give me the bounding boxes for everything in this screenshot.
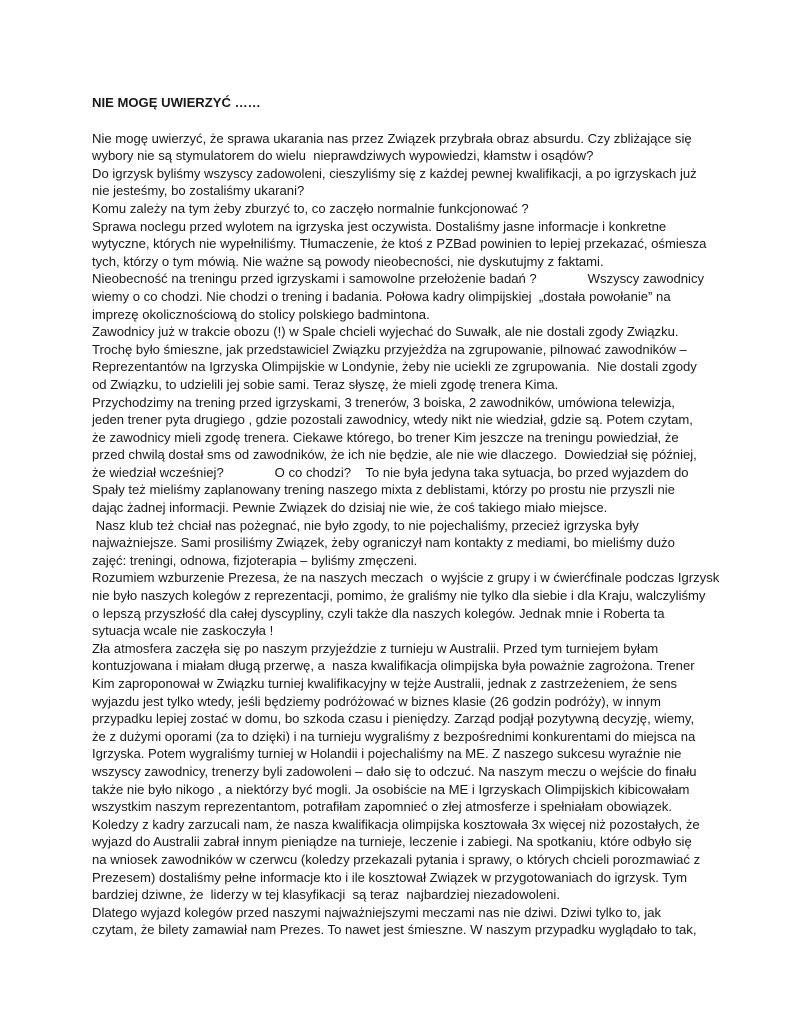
text-line: kontuzjowana i miałam długą przerwę, a nasza kwalifikacja olimpijska była poważnie zagrożona. Trener [92,658,695,674]
text-line: że wiedział wcześniej? O co chodzi? To nie była jedyna taka sytuacja, bo przed wyjazdem do [92,464,689,480]
text-line: zajęć: treningi, odnowa, fizjoterapia – byliśmy zmęczeni. [92,552,418,568]
text-line: Spały też mieliśmy zaplanowany trening naszego mixta z deblistami, którzy po prostu nie przyszli nie [92,482,675,498]
text-line: Trochę było śmieszne, jak przedstawiciel Związku przyjeżdża na zgrupowanie, pilnować zawodników – [92,341,687,357]
text-line: przed chwilą dostał sms od zawodników, że ich nie będzie, ale nie wie dlaczego. Dowiedział się później, [92,447,697,463]
text-line: wytyczne, których nie wypełniliśmy. Tłumaczenie, że ktoś z PZBad powinien to lepiej przekazać, ośmiesza [92,236,707,252]
text-line: Kim zaproponował w Związku turniej kwalifikacyjny w tejże Australii, jednak z zastrzeżeniem, że sens [92,676,678,691]
text-line: sytuacja wcale nie zaskoczyła ! [92,623,274,639]
text-line: Komu zależy na tym żeby zburzyć to, co zaczęło normalnie funkcjonować ? [92,200,529,216]
text-line: Nieobecność na treningu przed igrzyskami i samowolne przełożenie badań ? Wszyscy zawodnicy [92,271,705,287]
document-body [92,94,720,939]
text-line: wyjazdu jest tylko wtedy, jeśli będziemy podróżować w biznes klasie (26 godzin podróży), w innym [92,693,661,709]
text-line: Do igrzysk byliśmy wszyscy zadowoleni, cieszyliśmy się z każdej pewnej kwalifikacji, a po igrzyskach już [92,165,697,181]
text-line: Przychodzimy na trening przed igrzyskami, 3 trenerów, 3 boiska, 2 zawodników, umówiona telewizja, [92,394,675,410]
text-line: że z dużymi oporami (za to dzięki) i na turnieju wygraliśmy z bezpośrednimi konkurentami do miejsca na [92,728,696,744]
text-line: wszyscy zawodnicy, trenerzy byli zadowoleni – dało się to odczuć. Na naszym meczu o wejście do finału [92,763,697,779]
text-line: przypadku lepiej zostać w domu, bo szkoda czasu i pieniędzy. Zarząd podjął pozytywną decyzję, wiemy, [92,711,695,727]
text-line: także nie było nikogo , a niektórzy być mogli. Ja osobiście na ME i Igrzyskach Olimpijskich kibicowałam [92,781,690,797]
text-line: czytam, że bilety zamawiał nam Prezes. To nawet jest śmieszne. W naszym przypadku wyglądało to tak, [92,922,697,938]
text-line: Igrzyska. Potem wygraliśmy turniej w Holandii i pojechaliśmy na ME. Z naszego sukcesu wyraźnie nie [92,746,682,762]
text-line: bardziej dziwne, że liderzy w tej klasyfikacji są teraz najbardziej niezadowoleni. [92,887,560,903]
text-line: nie było naszych kolegów z reprezentacji, pomimo, że graliśmy nie tylko dla siebie i dla Kraju, walczyliśmy [92,588,706,604]
text-line: Dlatego wyjazd kolegów przed naszymi najważniejszymi meczami nas nie dziwi. Dziwi tylko to, jak [92,904,662,920]
text-line: jeden trener pyta drugiego , gdzie pozostali zawodnicy, wtedy nikt nie wiedział, gdzie są. Potem czytam, [92,412,693,428]
text-line: wyjazd do Australii zabrał innym pieniądze na turnieje, leczenie i zabiegi. Na spotkaniu, które odbyło się [92,834,692,850]
text-line: Prezesem) dostaliśmy pełne informacje kto i ile kosztował Związek w przygotowaniach do igrzysk. Tym [92,869,688,885]
text-line: Rozumiem wzburzenie Prezesa, że na naszych meczach o wyjście z grupy i w ćwierćfinale podczas Igrzysk [92,570,720,586]
text-line: wszystkim naszym reprezentantom, potrafiłam zapomnieć o złej atmosferze i spełniałam obowiązek. [92,799,672,815]
text-line: dając żadnej informacji. Pewnie Związek do dzisiaj nie wie, że coś takiego miało miejsce. [92,500,608,516]
text-line: Sprawa noclegu przed wylotem na igrzyska jest oczywista. Dostaliśmy jasne informacje i konkretne [92,218,667,234]
document-text [92,130,720,939]
text-line: Koledzy z kadry zarzucali nam, że nasza kwalifikacja olimpijska kosztowała 3x więcej niż pozostałych, że [92,816,700,832]
text-line: wybory nie są stymulatorem do wielu nieprawdziwych wypowiedzi, kłamstw i osądów? [92,148,594,164]
text-line: Reprezentantów na Igrzyska Olimpijskie w Londynie, żeby nie uciekli ze zgrupowania. Nie dostali zgody [92,359,697,375]
document-title: NIE MOGĘ UWIERZYĆ …… [92,95,261,110]
text-line: Zła atmosfera zaczęła się po naszym przyjeździe z turnieju w Australii. Przed tym turniejem byłam [92,640,659,656]
text-line: Nie mogę uwierzyć, że sprawa ukarania nas przez Związek przybrała obraz absurdu. Czy zbliżające się [92,130,692,146]
text-line: nie jesteśmy, bo zostaliśmy ukarani? [92,183,305,199]
text-line: imprezę okolicznościową do stolicy polskiego badmintona. [92,306,430,322]
text-line: Nasz klub też chciał nas pożegnać, nie było zgody, to nie pojechaliśmy, przecież igrzyska były [92,517,639,533]
text-line: od Związku, to udzielili jej sobie sami. Teraz słyszę, że mieli zgodę trenera Kima. [92,376,559,392]
text-line: wiemy o co chodzi. Nie chodzi o trening i badania. Połowa kadry olimpijskiej „dostała powołanie” na [92,288,671,304]
text-line: tych, którzy o tym mówią. Nie ważne są powody nieobecności, nie dyskutujmy z faktami. [92,253,604,269]
text-line: Zawodnicy już w trakcie obozu (!) w Spale chcieli wyjechać do Suwałk, ale nie dostali zgody Związku. [92,324,679,340]
text-line: najważniejsze. Sami prosiliśmy Związek, żeby ograniczył nam kontakty z mediami, bo mieliśmy dużo [92,535,675,551]
text-line: na wniosek zawodników w czerwcu (koledzy przekazali pytania i sprawy, o których chcieli porozmawiać z [92,851,701,867]
text-line: o lepszą przyszłość dla całej dyscypliny, czyli także dla naszych kolegów. Jednak mnie i Roberta ta [92,605,665,621]
text-line: że zawodnicy mieli zgodę trenera. Ciekawe którego, bo trener Kim jeszcze na treningu powiedział, że [92,429,679,445]
